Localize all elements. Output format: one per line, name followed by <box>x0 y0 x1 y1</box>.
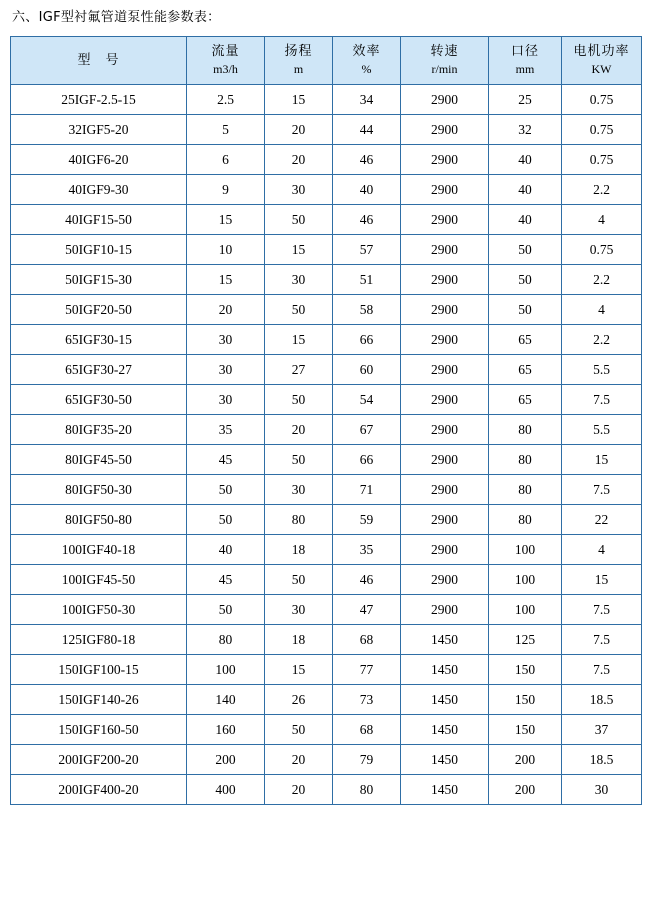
cell-model: 100IGF45-50 <box>11 565 187 595</box>
cell-head: 50 <box>265 445 333 475</box>
cell-head: 15 <box>265 235 333 265</box>
cell-efficiency: 46 <box>333 145 401 175</box>
cell-efficiency: 80 <box>333 775 401 805</box>
column-header-flow <box>187 37 265 85</box>
cell-bore: 40 <box>489 145 562 175</box>
cell-model: 50IGF15-30 <box>11 265 187 295</box>
cell-model: 50IGF10-15 <box>11 235 187 265</box>
cell-speed: 2900 <box>401 175 489 205</box>
column-header-efficiency-label: 效率 <box>352 44 381 59</box>
cell-head: 50 <box>265 295 333 325</box>
cell-flow: 140 <box>187 685 265 715</box>
column-header-model-label: 型 号 <box>77 53 120 68</box>
cell-speed: 1450 <box>401 775 489 805</box>
cell-head: 20 <box>265 745 333 775</box>
cell-flow: 15 <box>187 265 265 295</box>
cell-power: 18.5 <box>562 685 642 715</box>
cell-head: 50 <box>265 565 333 595</box>
table-row <box>11 325 642 355</box>
cell-speed: 1450 <box>401 625 489 655</box>
cell-flow: 2.5 <box>187 85 265 115</box>
cell-speed: 2900 <box>401 235 489 265</box>
table-row <box>11 625 642 655</box>
cell-flow: 30 <box>187 325 265 355</box>
cell-efficiency: 67 <box>333 415 401 445</box>
cell-bore: 50 <box>489 235 562 265</box>
cell-head: 20 <box>265 145 333 175</box>
cell-power: 7.5 <box>562 385 642 415</box>
cell-power: 5.5 <box>562 415 642 445</box>
cell-bore: 50 <box>489 295 562 325</box>
table-row <box>11 475 642 505</box>
cell-power: 0.75 <box>562 115 642 145</box>
cell-model: 65IGF30-27 <box>11 355 187 385</box>
table-header <box>11 37 642 85</box>
column-header-speed-label: 转速 <box>430 44 459 59</box>
table-body <box>11 85 642 805</box>
column-header-bore-label: 口径 <box>510 44 539 59</box>
cell-flow: 6 <box>187 145 265 175</box>
cell-bore: 50 <box>489 265 562 295</box>
cell-head: 18 <box>265 535 333 565</box>
table-row <box>11 535 642 565</box>
cell-power: 4 <box>562 535 642 565</box>
cell-speed: 2900 <box>401 445 489 475</box>
cell-model: 150IGF140-26 <box>11 685 187 715</box>
cell-head: 20 <box>265 115 333 145</box>
cell-bore: 200 <box>489 745 562 775</box>
cell-bore: 32 <box>489 115 562 145</box>
cell-efficiency: 68 <box>333 715 401 745</box>
cell-bore: 65 <box>489 385 562 415</box>
column-header-bore-unit: mm <box>515 62 535 76</box>
cell-head: 80 <box>265 505 333 535</box>
cell-head: 20 <box>265 775 333 805</box>
cell-model: 40IGF15-50 <box>11 205 187 235</box>
cell-bore: 100 <box>489 535 562 565</box>
cell-flow: 45 <box>187 445 265 475</box>
column-header-head <box>265 37 333 85</box>
cell-bore: 25 <box>489 85 562 115</box>
cell-bore: 150 <box>489 685 562 715</box>
table-row <box>11 115 642 145</box>
cell-head: 27 <box>265 355 333 385</box>
cell-bore: 100 <box>489 565 562 595</box>
cell-efficiency: 46 <box>333 565 401 595</box>
cell-flow: 50 <box>187 475 265 505</box>
cell-head: 26 <box>265 685 333 715</box>
table-row <box>11 295 642 325</box>
cell-speed: 2900 <box>401 295 489 325</box>
cell-model: 25IGF-2.5-15 <box>11 85 187 115</box>
cell-power: 7.5 <box>562 655 642 685</box>
column-header-bore <box>489 37 562 85</box>
cell-power: 15 <box>562 565 642 595</box>
cell-model: 150IGF160-50 <box>11 715 187 745</box>
cell-head: 15 <box>265 325 333 355</box>
table-row <box>11 355 642 385</box>
cell-flow: 50 <box>187 505 265 535</box>
cell-flow: 15 <box>187 205 265 235</box>
cell-head: 50 <box>265 715 333 745</box>
table-row <box>11 775 642 805</box>
cell-model: 200IGF400-20 <box>11 775 187 805</box>
cell-efficiency: 66 <box>333 445 401 475</box>
table-row <box>11 145 642 175</box>
cell-power: 0.75 <box>562 235 642 265</box>
page-title: 六、IGF型衬氟管道泵性能参数表： <box>12 10 221 25</box>
cell-power: 22 <box>562 505 642 535</box>
cell-power: 30 <box>562 775 642 805</box>
table-row <box>11 85 642 115</box>
cell-flow: 45 <box>187 565 265 595</box>
cell-power: 2.2 <box>562 325 642 355</box>
cell-model: 40IGF6-20 <box>11 145 187 175</box>
cell-model: 150IGF100-15 <box>11 655 187 685</box>
cell-efficiency: 58 <box>333 295 401 325</box>
cell-flow: 80 <box>187 625 265 655</box>
cell-model: 80IGF50-30 <box>11 475 187 505</box>
cell-bore: 65 <box>489 325 562 355</box>
cell-bore: 150 <box>489 655 562 685</box>
cell-power: 2.2 <box>562 265 642 295</box>
cell-flow: 40 <box>187 535 265 565</box>
cell-power: 15 <box>562 445 642 475</box>
cell-efficiency: 47 <box>333 595 401 625</box>
cell-speed: 2900 <box>401 505 489 535</box>
table-row <box>11 595 642 625</box>
cell-efficiency: 59 <box>333 505 401 535</box>
cell-model: 65IGF30-15 <box>11 325 187 355</box>
cell-flow: 160 <box>187 715 265 745</box>
cell-flow: 50 <box>187 595 265 625</box>
cell-flow: 30 <box>187 385 265 415</box>
cell-efficiency: 40 <box>333 175 401 205</box>
table-row <box>11 745 642 775</box>
cell-model: 100IGF50-30 <box>11 595 187 625</box>
cell-head: 50 <box>265 205 333 235</box>
cell-flow: 5 <box>187 115 265 145</box>
cell-model: 200IGF200-20 <box>11 745 187 775</box>
cell-power: 7.5 <box>562 475 642 505</box>
cell-power: 0.75 <box>562 85 642 115</box>
cell-flow: 400 <box>187 775 265 805</box>
cell-model: 100IGF40-18 <box>11 535 187 565</box>
column-header-power <box>562 37 642 85</box>
cell-model: 80IGF45-50 <box>11 445 187 475</box>
table-row <box>11 655 642 685</box>
cell-power: 4 <box>562 205 642 235</box>
cell-bore: 80 <box>489 505 562 535</box>
cell-head: 30 <box>265 265 333 295</box>
cell-speed: 2900 <box>401 565 489 595</box>
cell-speed: 2900 <box>401 265 489 295</box>
cell-bore: 125 <box>489 625 562 655</box>
cell-flow: 100 <box>187 655 265 685</box>
cell-speed: 2900 <box>401 325 489 355</box>
cell-model: 80IGF35-20 <box>11 415 187 445</box>
cell-head: 30 <box>265 475 333 505</box>
cell-head: 30 <box>265 175 333 205</box>
cell-head: 18 <box>265 625 333 655</box>
column-header-flow-unit: m3/h <box>213 62 238 76</box>
table-row <box>11 715 642 745</box>
cell-power: 2.2 <box>562 175 642 205</box>
column-header-power-label: 电机功率 <box>573 44 630 59</box>
cell-speed: 1450 <box>401 715 489 745</box>
cell-speed: 1450 <box>401 745 489 775</box>
cell-speed: 2900 <box>401 415 489 445</box>
cell-power: 7.5 <box>562 625 642 655</box>
table-row <box>11 235 642 265</box>
cell-speed: 2900 <box>401 205 489 235</box>
cell-head: 15 <box>265 655 333 685</box>
cell-power: 0.75 <box>562 145 642 175</box>
cell-efficiency: 71 <box>333 475 401 505</box>
cell-efficiency: 51 <box>333 265 401 295</box>
column-header-model <box>11 37 187 85</box>
cell-bore: 100 <box>489 595 562 625</box>
cell-efficiency: 66 <box>333 325 401 355</box>
table-header-row <box>11 37 642 85</box>
table-row <box>11 565 642 595</box>
cell-efficiency: 44 <box>333 115 401 145</box>
cell-bore: 40 <box>489 205 562 235</box>
cell-head: 20 <box>265 415 333 445</box>
cell-flow: 35 <box>187 415 265 445</box>
cell-model: 32IGF5-20 <box>11 115 187 145</box>
cell-bore: 65 <box>489 355 562 385</box>
column-header-flow-label: 流量 <box>211 44 240 59</box>
cell-speed: 2900 <box>401 385 489 415</box>
cell-head: 30 <box>265 595 333 625</box>
cell-efficiency: 54 <box>333 385 401 415</box>
cell-power: 37 <box>562 715 642 745</box>
cell-flow: 20 <box>187 295 265 325</box>
cell-efficiency: 73 <box>333 685 401 715</box>
column-header-efficiency <box>333 37 401 85</box>
column-header-efficiency-unit: % <box>361 62 372 76</box>
table-row <box>11 205 642 235</box>
cell-model: 80IGF50-80 <box>11 505 187 535</box>
cell-model: 125IGF80-18 <box>11 625 187 655</box>
column-header-speed-unit: r/min <box>431 62 458 76</box>
cell-model: 65IGF30-50 <box>11 385 187 415</box>
cell-efficiency: 46 <box>333 205 401 235</box>
column-header-head-label: 扬程 <box>284 44 313 59</box>
cell-efficiency: 34 <box>333 85 401 115</box>
cell-speed: 1450 <box>401 685 489 715</box>
cell-head: 50 <box>265 385 333 415</box>
cell-power: 7.5 <box>562 595 642 625</box>
table-row <box>11 385 642 415</box>
cell-speed: 2900 <box>401 115 489 145</box>
cell-speed: 2900 <box>401 145 489 175</box>
cell-efficiency: 60 <box>333 355 401 385</box>
cell-bore: 150 <box>489 715 562 745</box>
cell-power: 4 <box>562 295 642 325</box>
cell-speed: 2900 <box>401 85 489 115</box>
cell-flow: 9 <box>187 175 265 205</box>
table-row <box>11 505 642 535</box>
cell-speed: 2900 <box>401 595 489 625</box>
cell-speed: 1450 <box>401 655 489 685</box>
cell-efficiency: 68 <box>333 625 401 655</box>
cell-bore: 80 <box>489 475 562 505</box>
cell-efficiency: 35 <box>333 535 401 565</box>
cell-bore: 80 <box>489 415 562 445</box>
table-row <box>11 445 642 475</box>
table-row <box>11 175 642 205</box>
cell-flow: 200 <box>187 745 265 775</box>
cell-efficiency: 79 <box>333 745 401 775</box>
cell-bore: 80 <box>489 445 562 475</box>
table-row <box>11 685 642 715</box>
cell-head: 15 <box>265 85 333 115</box>
cell-speed: 2900 <box>401 475 489 505</box>
pump-specification-table <box>10 36 642 805</box>
cell-power: 18.5 <box>562 745 642 775</box>
cell-bore: 200 <box>489 775 562 805</box>
cell-efficiency: 77 <box>333 655 401 685</box>
cell-speed: 2900 <box>401 355 489 385</box>
table-row <box>11 265 642 295</box>
cell-power: 5.5 <box>562 355 642 385</box>
column-header-power-unit: KW <box>591 62 612 76</box>
table-row <box>11 415 642 445</box>
cell-flow: 10 <box>187 235 265 265</box>
cell-speed: 2900 <box>401 535 489 565</box>
cell-flow: 30 <box>187 355 265 385</box>
cell-efficiency: 57 <box>333 235 401 265</box>
column-header-speed <box>401 37 489 85</box>
cell-bore: 40 <box>489 175 562 205</box>
cell-model: 50IGF20-50 <box>11 295 187 325</box>
cell-model: 40IGF9-30 <box>11 175 187 205</box>
column-header-head-unit: m <box>293 62 304 76</box>
